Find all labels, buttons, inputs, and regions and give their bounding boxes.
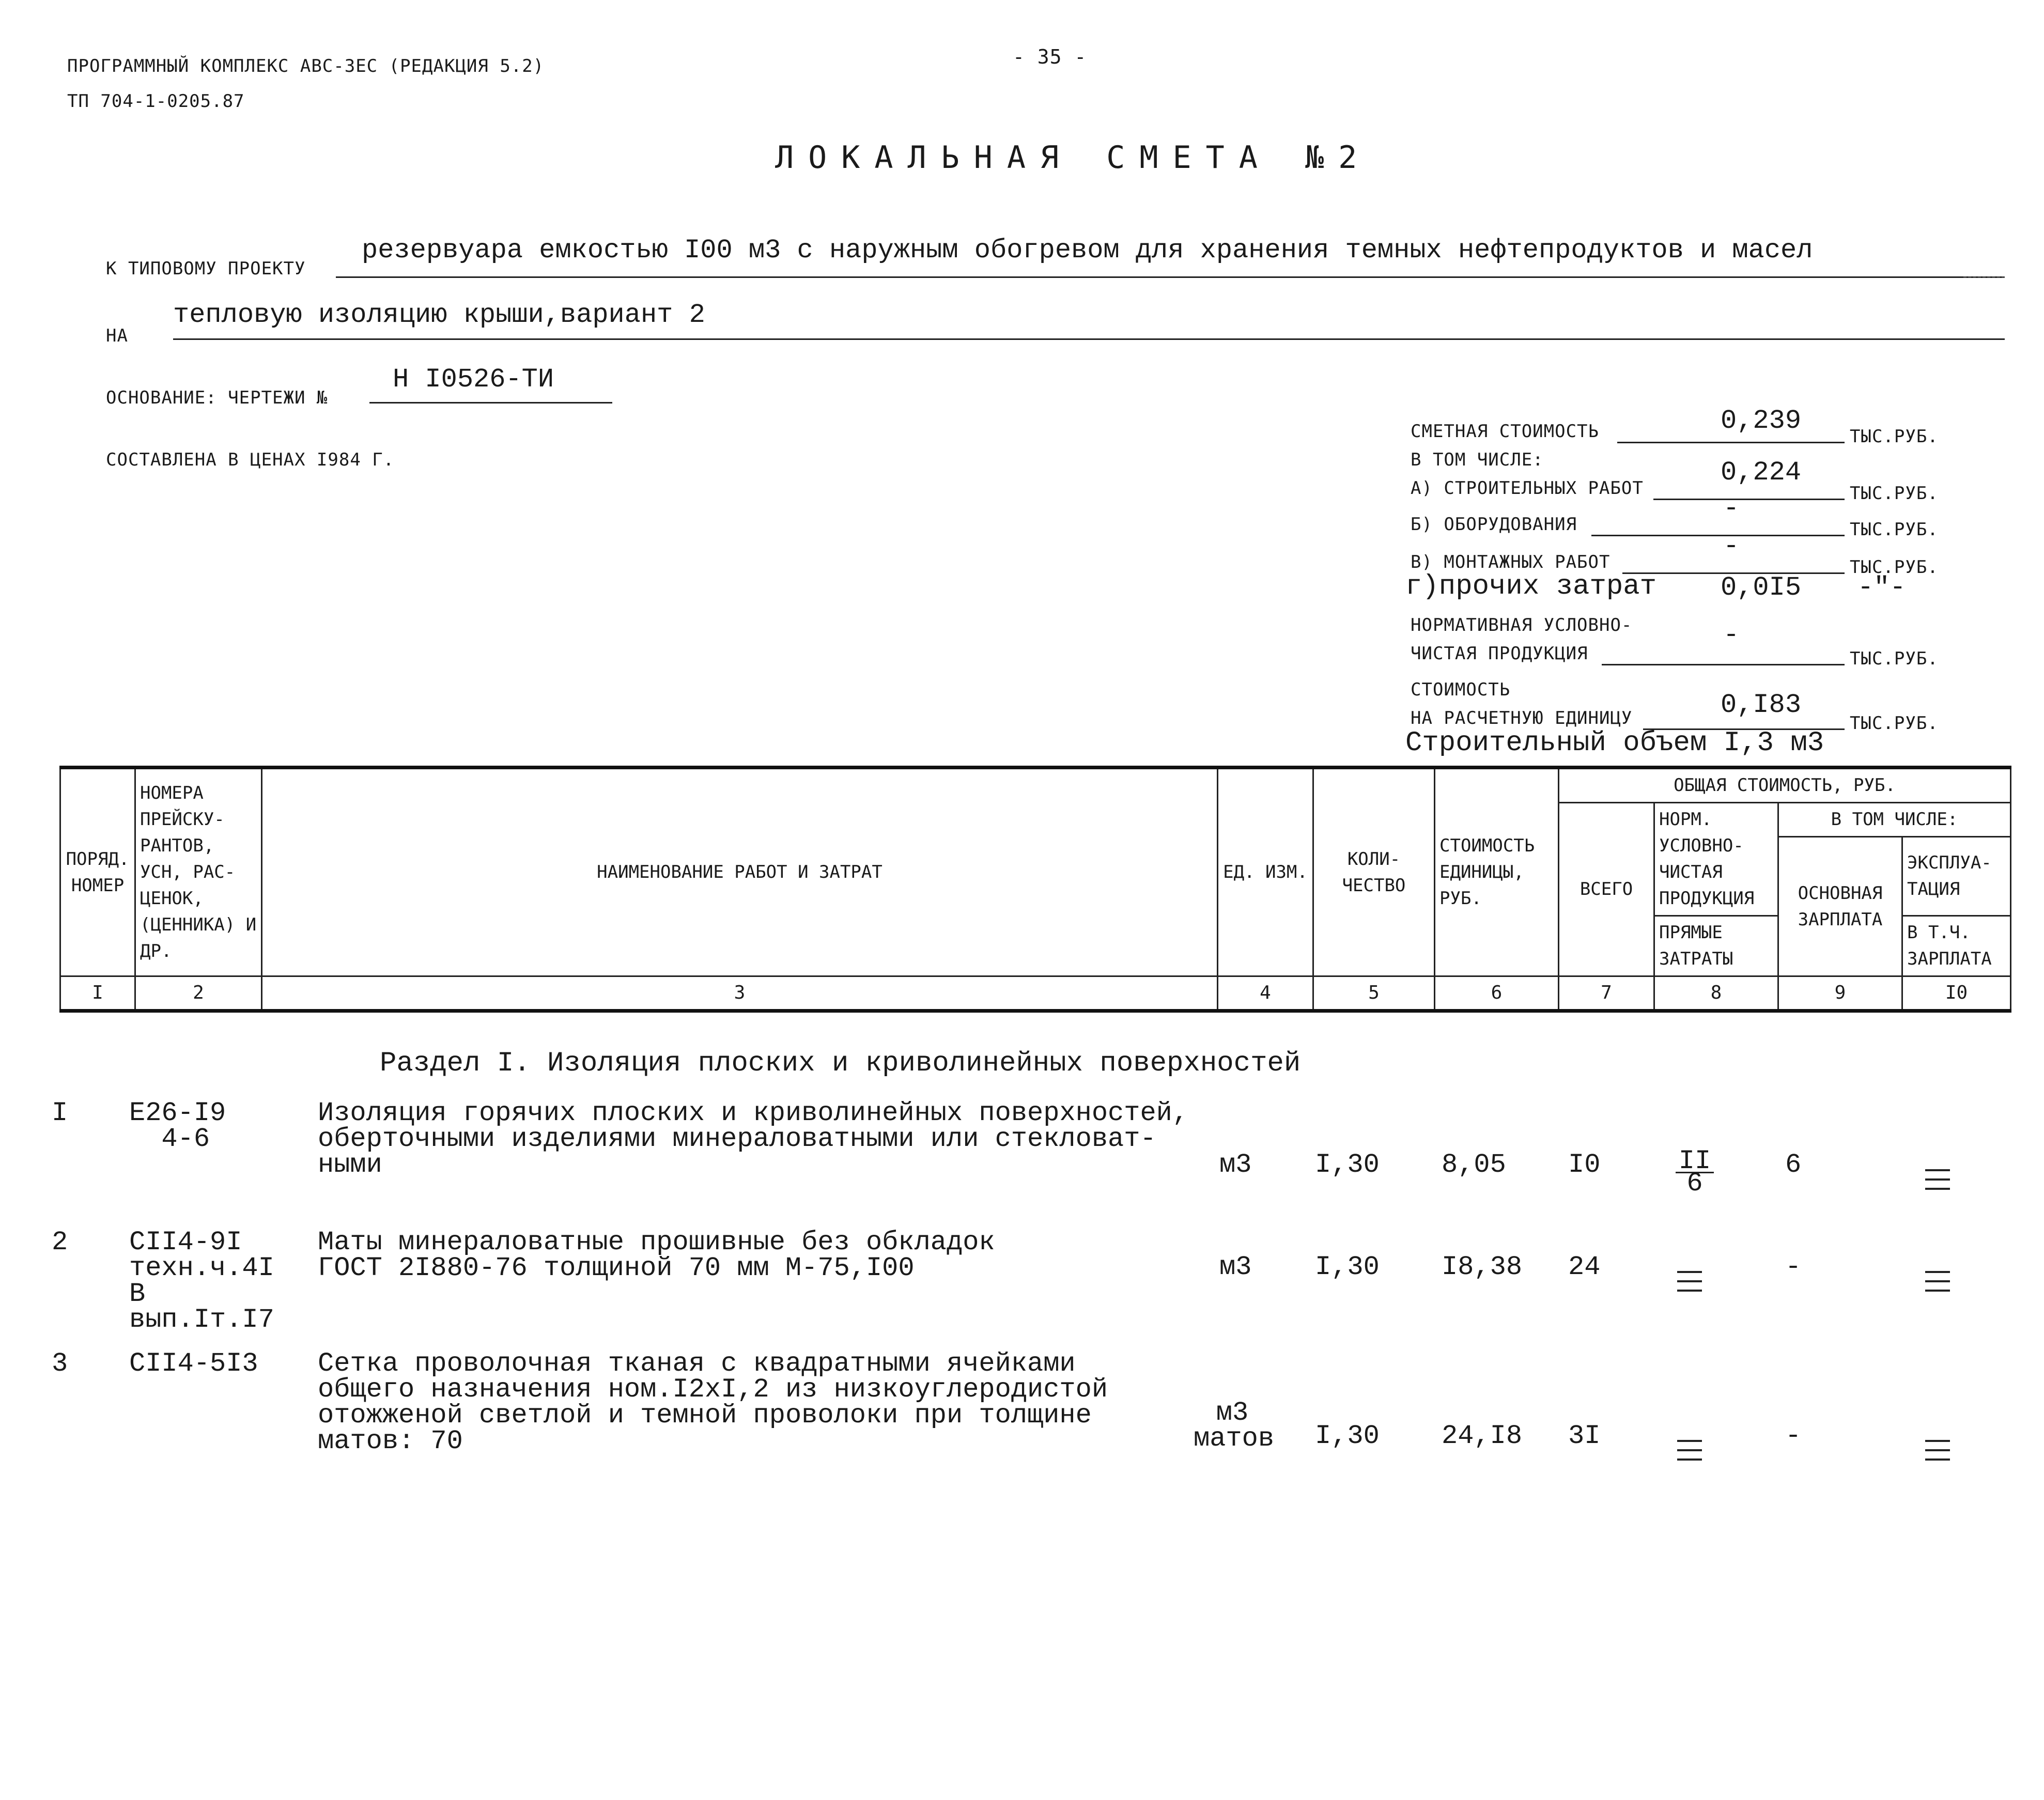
row-col10-dashes <box>1922 1169 1953 1197</box>
col-order-number: ПОРЯД. НОМЕР <box>60 768 135 976</box>
estimated-cost-value: 0,239 <box>1721 406 1802 436</box>
row-col10-dashes <box>1922 1271 1953 1299</box>
col-operation: ЭКСПЛУА- ТАЦИЯ <box>1902 837 2011 916</box>
col-number-7: 7 <box>1559 976 1654 1011</box>
row-code: СII4-9I техн.ч.4I В вып.Iт.I7 <box>129 1227 274 1335</box>
project-code: ТП 704-1-0205.87 <box>67 91 245 112</box>
normative-label-1: НОРМАТИВНАЯ УСЛОВНО- <box>1411 615 1633 635</box>
prices-note: СОСТАВЛЕНА В ЦЕНАХ I984 Г. <box>106 449 395 470</box>
installation-value: - <box>1723 531 1740 562</box>
typical-project-value: резервуара емкостью I00 м3 с наружным обогревом для хранения темных нефтепродуктов и масел <box>362 235 1813 266</box>
row-total: I0 <box>1568 1150 1601 1180</box>
row-col8-dashes <box>1674 1440 1705 1468</box>
col-number-10: I0 <box>1902 976 2011 1011</box>
estimated-cost-line <box>1617 442 1845 443</box>
col-number-4: 4 <box>1218 976 1313 1011</box>
basis-value: Н I0526-ТИ <box>393 364 554 395</box>
col-work-name: НАИМЕНОВАНИЕ РАБОТ И ЗАТРАТ <box>262 768 1218 976</box>
col-normative-product: НОРМ. УСЛОВНО- ЧИСТАЯ ПРОДУКЦИЯ <box>1654 803 1778 916</box>
col-number-2: 2 <box>135 976 262 1011</box>
equipment-unit: ТЫС.РУБ. <box>1850 519 1939 540</box>
col-number-5: 5 <box>1313 976 1435 1011</box>
estimate-table-header <box>59 766 2011 1013</box>
col-number-6: 6 <box>1435 976 1559 1011</box>
col-number-3: 3 <box>262 976 1218 1011</box>
col-total-cost-group: ОБЩАЯ СТОИМОСТЬ, РУБ. <box>1559 768 2011 803</box>
basis-label: ОСНОВАНИЕ: ЧЕРТЕЖИ № <box>106 387 328 408</box>
installation-label: В) МОНТАЖНЫХ РАБОТ <box>1411 552 1611 572</box>
col-price-refs: НОМЕРА ПРЕЙСКУ- РАНТОВ, УСН, РАС- ЦЕНОК, (ЦЕННИКА) И ДР. <box>135 768 262 976</box>
construction-label: А) СТРОИТЕЛЬНЫХ РАБОТ <box>1411 478 1644 499</box>
basis-line <box>369 402 612 404</box>
installation-unit: ТЫС.РУБ. <box>1850 557 1939 578</box>
normative-label-2: ЧИСТАЯ ПРОДУКЦИЯ <box>1411 643 1588 664</box>
page-number: - 35 - <box>1013 45 1087 68</box>
including-label: В ТОМ ЧИСЛЕ: <box>1411 449 1544 470</box>
row-base-salary: - <box>1785 1252 1802 1282</box>
unit-cost-unit: ТЫС.РУБ. <box>1850 713 1939 734</box>
other-label: г)прочих затрат <box>1405 571 1657 602</box>
equipment-value: - <box>1723 493 1740 524</box>
col-including-group: В ТОМ ЧИСЛЕ: <box>1778 803 2011 837</box>
col-quantity: КОЛИ- ЧЕСТВО <box>1313 768 1435 976</box>
unit-cost-value: 0,I83 <box>1721 690 1802 720</box>
row-col8-bottom: 6 <box>1686 1168 1703 1199</box>
other-unit: -"- <box>1857 572 1906 603</box>
col-number-8: 8 <box>1654 976 1778 1011</box>
on-line <box>173 338 2005 340</box>
row-number: 2 <box>52 1227 68 1258</box>
on-value: тепловую изоляцию крыши,вариант 2 <box>173 300 705 330</box>
col-unit-cost: СТОИМОСТЬ ЕДИНИЦЫ, РУБ. <box>1435 768 1559 976</box>
col-unit: ЕД. ИЗМ. <box>1218 768 1313 976</box>
row-code: Е26-I9 4-6 <box>129 1098 226 1154</box>
row-base-salary: - <box>1785 1421 1802 1451</box>
construction-line <box>1653 499 1845 500</box>
normative-value: - <box>1723 620 1740 650</box>
row-col8-top: II <box>1676 1151 1714 1173</box>
row-total: 3I <box>1568 1421 1601 1451</box>
col-incl-salary: В Т.Ч. ЗАРПЛАТА <box>1902 916 2011 976</box>
row-number: 3 <box>52 1348 68 1379</box>
typical-project-line <box>336 276 2005 278</box>
row-unit-price: 24,I8 <box>1442 1421 1523 1451</box>
document-title: ЛОКАЛЬНАЯ СМЕТА №2 <box>775 139 1372 176</box>
program-label: ПРОГРАММНЫЙ КОМПЛЕКС АВС-3ЕС (РЕДАКЦИЯ 5.2) <box>67 56 545 76</box>
col-number-1: I <box>60 976 135 1011</box>
construction-value: 0,224 <box>1721 457 1802 488</box>
equipment-line <box>1591 535 1845 536</box>
row-quantity: I,30 <box>1315 1150 1380 1180</box>
estimated-cost-label: СМЕТНАЯ СТОИМОСТЬ <box>1411 421 1599 442</box>
row-unit: м3 матов <box>1194 1398 1275 1454</box>
row-unit: м3 <box>1219 1150 1252 1180</box>
on-label: НА <box>106 325 128 346</box>
row-name: Изоляция горячих плоских и криволинейных поверхностей, оберточными изделиями минераловатными или стекловат- ными <box>318 1098 1189 1180</box>
equipment-label: Б) ОБОРУДОВАНИЯ <box>1411 514 1577 535</box>
col-base-salary: ОСНОВНАЯ ЗАРПЛАТА <box>1778 837 1902 976</box>
unit-cost-label-1: СТОИМОСТЬ <box>1411 679 1511 700</box>
col-direct-costs: ПРЯМЫЕ ЗАТРАТЫ <box>1654 916 1778 976</box>
row-code: СII4-5I3 <box>129 1348 258 1379</box>
row-col8-fraction <box>1669 1146 1721 1199</box>
row-name: Маты минераловатные прошивные без обкладок ГОСТ 2I880-76 толщиной 70 мм М-75,I00 <box>318 1227 995 1283</box>
row-name: Сетка проволочная тканая с квадратными ячейками общего назначения ном.I2хI,2 из низкоуглеродистой отожженой светлой и темной проволоки при толщине матов: 70 <box>318 1348 1108 1456</box>
row-total: 24 <box>1568 1252 1601 1282</box>
row-unit: м3 <box>1219 1252 1252 1282</box>
row-base-salary: 6 <box>1785 1150 1802 1180</box>
volume-text: Строительный объем I,3 м3 <box>1405 727 1824 759</box>
unit-cost-label-2: НА РАСЧЕТНУЮ ЕДИНИЦУ <box>1411 708 1633 728</box>
row-quantity: I,30 <box>1315 1252 1380 1282</box>
row-col8-dashes <box>1674 1271 1705 1299</box>
col-number-9: 9 <box>1778 976 1902 1011</box>
typical-project-line-dashed <box>1963 276 2005 278</box>
row-unit-price: I8,38 <box>1442 1252 1523 1282</box>
row-quantity: I,30 <box>1315 1421 1380 1451</box>
estimated-cost-unit: ТЫС.РУБ. <box>1850 426 1939 447</box>
other-value: 0,0I5 <box>1721 572 1802 603</box>
col-total: ВСЕГО <box>1559 803 1654 976</box>
section-title: Раздел I. Изоляция плоских и криволинейных поверхностей <box>380 1048 1301 1079</box>
row-number: I <box>52 1098 68 1128</box>
normative-line <box>1602 664 1845 665</box>
construction-unit: ТЫС.РУБ. <box>1850 483 1939 504</box>
row-col10-dashes <box>1922 1440 1953 1468</box>
row-unit-price: 8,05 <box>1442 1150 1506 1180</box>
normative-unit: ТЫС.РУБ. <box>1850 648 1939 669</box>
typical-project-label: К ТИПОВОМУ ПРОЕКТУ <box>106 258 306 279</box>
